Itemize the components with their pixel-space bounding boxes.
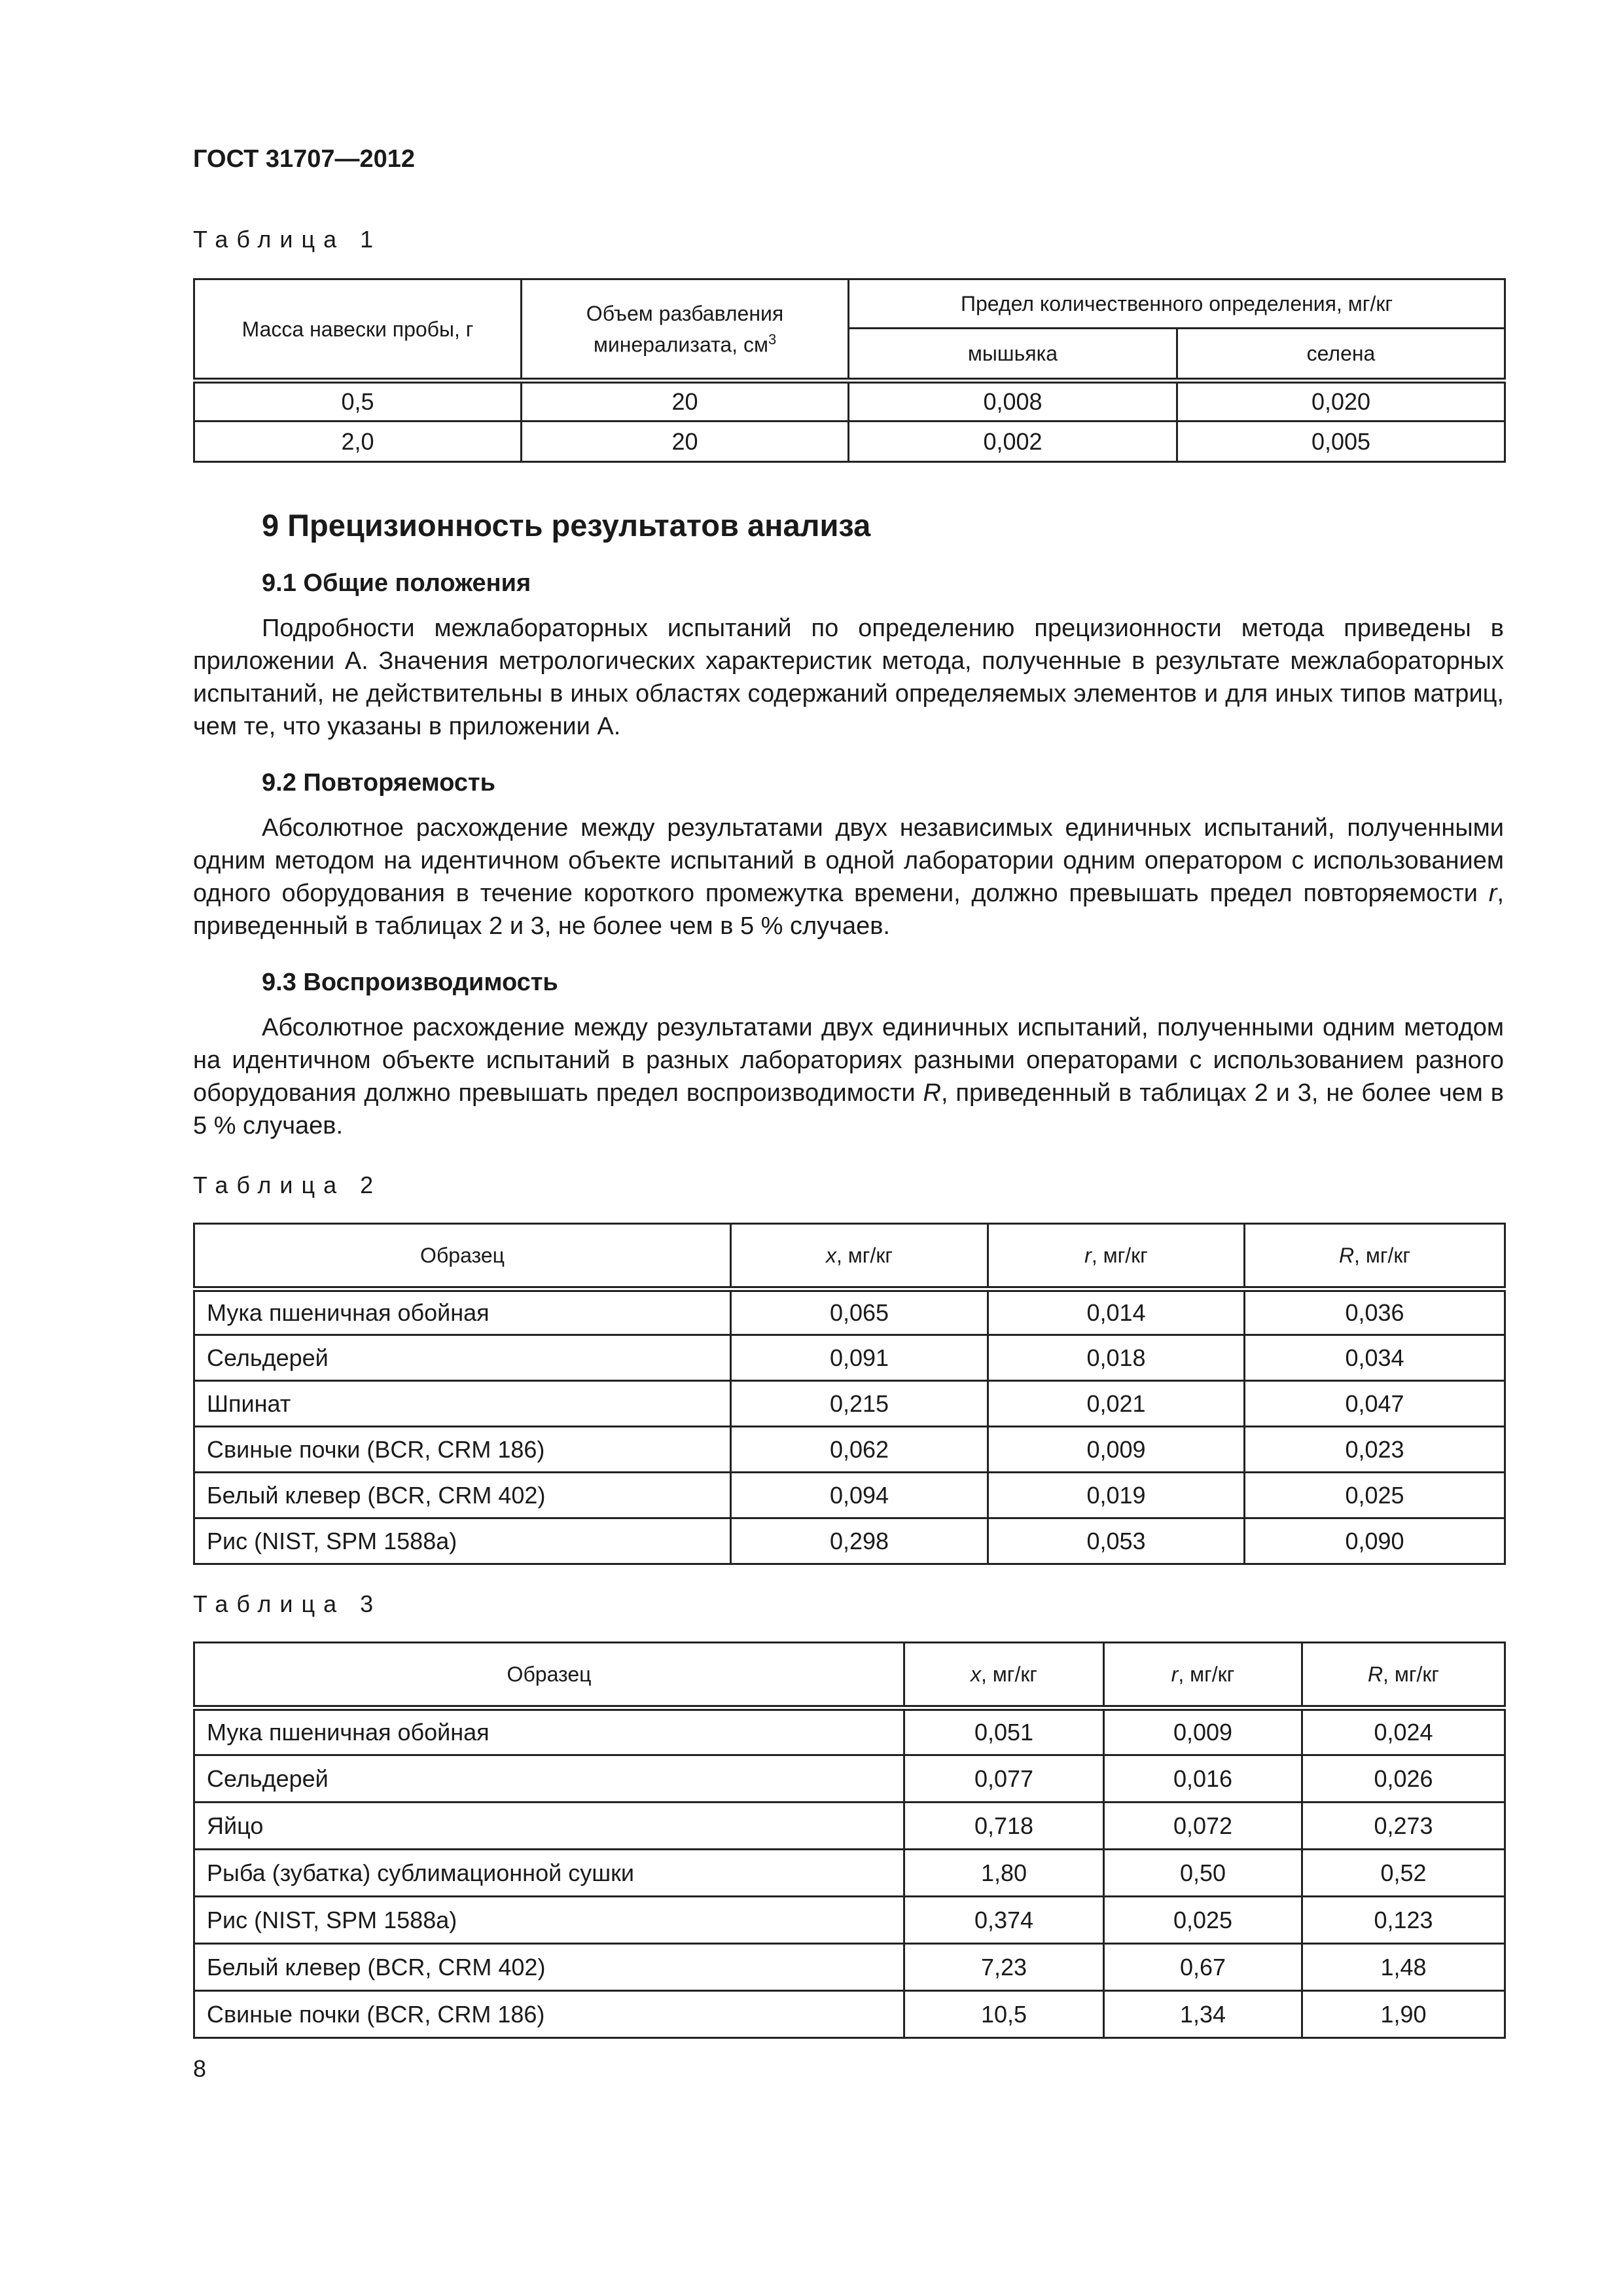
table-row: Белый клевер (BCR, CRM 402) 0,094 0,019 0,025 bbox=[194, 1473, 1505, 1518]
table-row: Сельдерей 0,077 0,016 0,026 bbox=[194, 1755, 1505, 1803]
table2-header-x: x, мг/кг bbox=[731, 1224, 988, 1289]
table3 bbox=[193, 1641, 1506, 2039]
table1 bbox=[193, 278, 1506, 463]
section-9-3-text: Абсолютное расхождение между результатами двух единичных испытаний, полученными одним методом на идентичном объекте испытаний в разных лабораториях разными операторами с использованием разного оборудования должно превышать предел воспроизводимости R, приведенный в таблицах 2 и 3, не более чем в 5 % случаев. bbox=[193, 1014, 1504, 1139]
section-9-2-text: Абсолютное расхождение между результатами двух независимых единичных испытаний, полученными одним методом на идентичном объекте испытаний в одной лаборатории одним оператором с использованием одного оборудования в течение короткого промежутка времени, должно превышать предел повторяемости r, приведенный в таблицах 2 и 3, не более чем в 5 % случаев. bbox=[193, 814, 1504, 940]
table2-header-sample: Образец bbox=[194, 1224, 731, 1289]
table1-header-volume: Объем разбавления минерализата, $см^3$ bbox=[522, 279, 849, 381]
table-row: Яйцо 0,718 0,072 0,273 bbox=[194, 1803, 1505, 1850]
table3-header-r: r, мг/кг bbox=[1104, 1643, 1302, 1708]
table-row: 0,5 20 0,008 0,020 bbox=[194, 381, 1505, 422]
table1-header-limit: Предел количественного определения, мг/кг bbox=[849, 279, 1505, 329]
table-row: Мука пшеничная обойная 0,065 0,014 0,036 bbox=[194, 1289, 1505, 1335]
section-9-title: 9 Прецизионность результатов анализа bbox=[262, 508, 871, 543]
table-row: Сельдерей 0,091 0,018 0,034 bbox=[194, 1335, 1505, 1381]
table1-header-arsenic: мышьяка bbox=[849, 329, 1177, 381]
table2-caption: Таблица 2 bbox=[193, 1172, 382, 1198]
table2 bbox=[193, 1223, 1506, 1565]
table3-header-x: x, мг/кг bbox=[904, 1643, 1104, 1708]
section-9-1-text: Подробности межлабораторных испытаний по определению прецизионности метода приведены в приложении А. Значения метрологических характеристик метода, полученные в результате межлабораторных испытаний, не действительны в иных областях содержаний определяемых элементов и для иных типов матриц, чем те, что указаны в приложении А. bbox=[193, 615, 1504, 740]
document-header: ГОСТ 31707—2012 bbox=[193, 145, 416, 173]
section-9-3-title: 9.3 Воспроизводимость bbox=[262, 969, 558, 996]
table1-caption: Таблица 1 bbox=[193, 226, 382, 253]
table2-header-R: R, мг/кг bbox=[1245, 1224, 1505, 1289]
section-9-1-title: 9.1 Общие положения bbox=[262, 569, 531, 597]
table-row: Мука пшеничная обойная 0,051 0,009 0,024 bbox=[194, 1708, 1505, 1755]
section-9-2-title: 9.2 Повторяемость bbox=[262, 769, 496, 797]
table-row: Рис (NIST, SPM 1588a) 0,298 0,053 0,090 bbox=[194, 1518, 1505, 1564]
table-row: Рис (NIST, SPM 1588a) 0,374 0,025 0,123 bbox=[194, 1897, 1505, 1944]
page-number: 8 bbox=[193, 2055, 207, 2082]
table-row: Свиные почки (BCR, CRM 186) 0,062 0,009 0,023 bbox=[194, 1427, 1505, 1473]
table3-header-sample: Образец bbox=[194, 1643, 904, 1708]
table-row: Белый клевер (BCR, CRM 402) 7,23 0,67 1,48 bbox=[194, 1944, 1505, 1991]
table-row: Рыба (зубатка) сублимационной сушки 1,80 0,50 0,52 bbox=[194, 1850, 1505, 1897]
table2-header-r: r, мг/кг bbox=[988, 1224, 1245, 1289]
table-row: 2,0 20 0,002 0,005 bbox=[194, 422, 1505, 462]
table3-caption: Таблица 3 bbox=[193, 1590, 382, 1617]
table1-header-mass: Масса навески пробы, г bbox=[194, 279, 522, 381]
table3-header-R: R, мг/кг bbox=[1302, 1643, 1505, 1708]
table-row: Шпинат 0,215 0,021 0,047 bbox=[194, 1381, 1505, 1427]
table-row: Свиные почки (BCR, CRM 186) 10,5 1,34 1,90 bbox=[194, 1991, 1505, 2038]
table1-header-selenium: селена bbox=[1177, 329, 1505, 381]
